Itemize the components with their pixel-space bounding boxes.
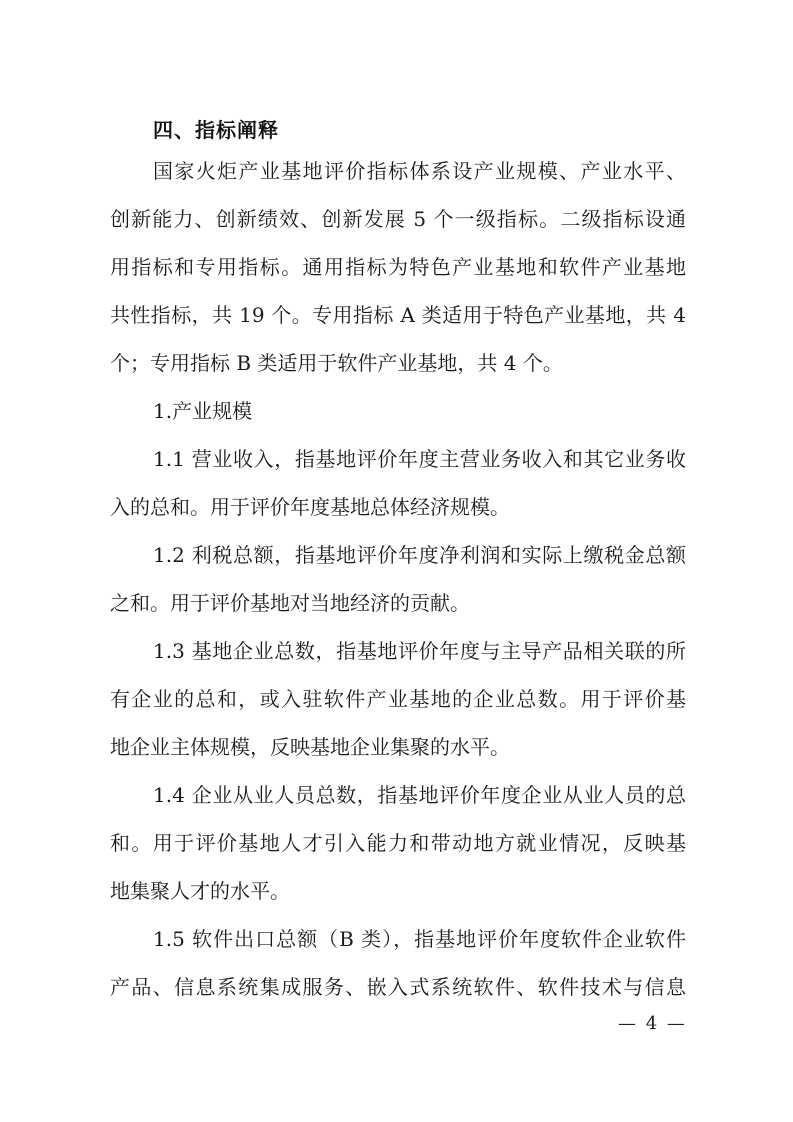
page-number: — 4 — [618,1013,687,1034]
text-line: 产品、信息系统集成服务、嵌入式系统软件、软件技术与信息 [110,975,686,999]
text-line: 共性指标，共 19 个。专用指标 A 类适用于特色产业基地，共 4 [110,303,686,327]
text-line: 1.5 软件出口总额（B 类），指基地评价年度软件企业软件 [153,927,686,951]
text-line: 1.4 企业从业人员总数，指基地评价年度企业从业人员的总 [153,783,686,807]
text-line: 有企业的总和，或入驻软件产业基地的企业总数。用于评价基 [110,687,686,711]
text-line: 1.3 基地企业总数，指基地评价年度与主导产品相关联的所 [153,639,686,663]
text-line: 地集聚人才的水平。 [110,879,290,903]
text-line: 个；专用指标 B 类适用于软件产业基地，共 4 个。 [110,351,563,375]
text-line: 和。用于评价基地人才引入能力和带动地方就业情况，反映基 [110,831,686,855]
text-line: 入的总和。用于评价年度基地总体经济规模。 [110,495,510,519]
text-line: 1.2 利税总额，指基地评价年度净利润和实际上缴税金总额 [153,543,686,567]
subsection-heading: 1.产业规模 [153,399,253,423]
text-line: 之和。用于评价基地对当地经济的贡献。 [110,591,470,615]
text-line: 国家火炬产业基地评价指标体系设产业规模、产业水平、 [153,159,686,183]
text-line: 地企业主体规模，反映基地企业集聚的水平。 [110,735,510,759]
text-line: 创新能力、创新绩效、创新发展 5 个一级指标。二级指标设通 [110,207,686,231]
text-line: 1.1 营业收入，指基地评价年度主营业务收入和其它业务收 [153,447,686,471]
text-line: 用指标和专用指标。通用指标为特色产业基地和软件产业基地 [110,255,686,279]
section-heading: 四、指标阐释 [153,118,279,142]
